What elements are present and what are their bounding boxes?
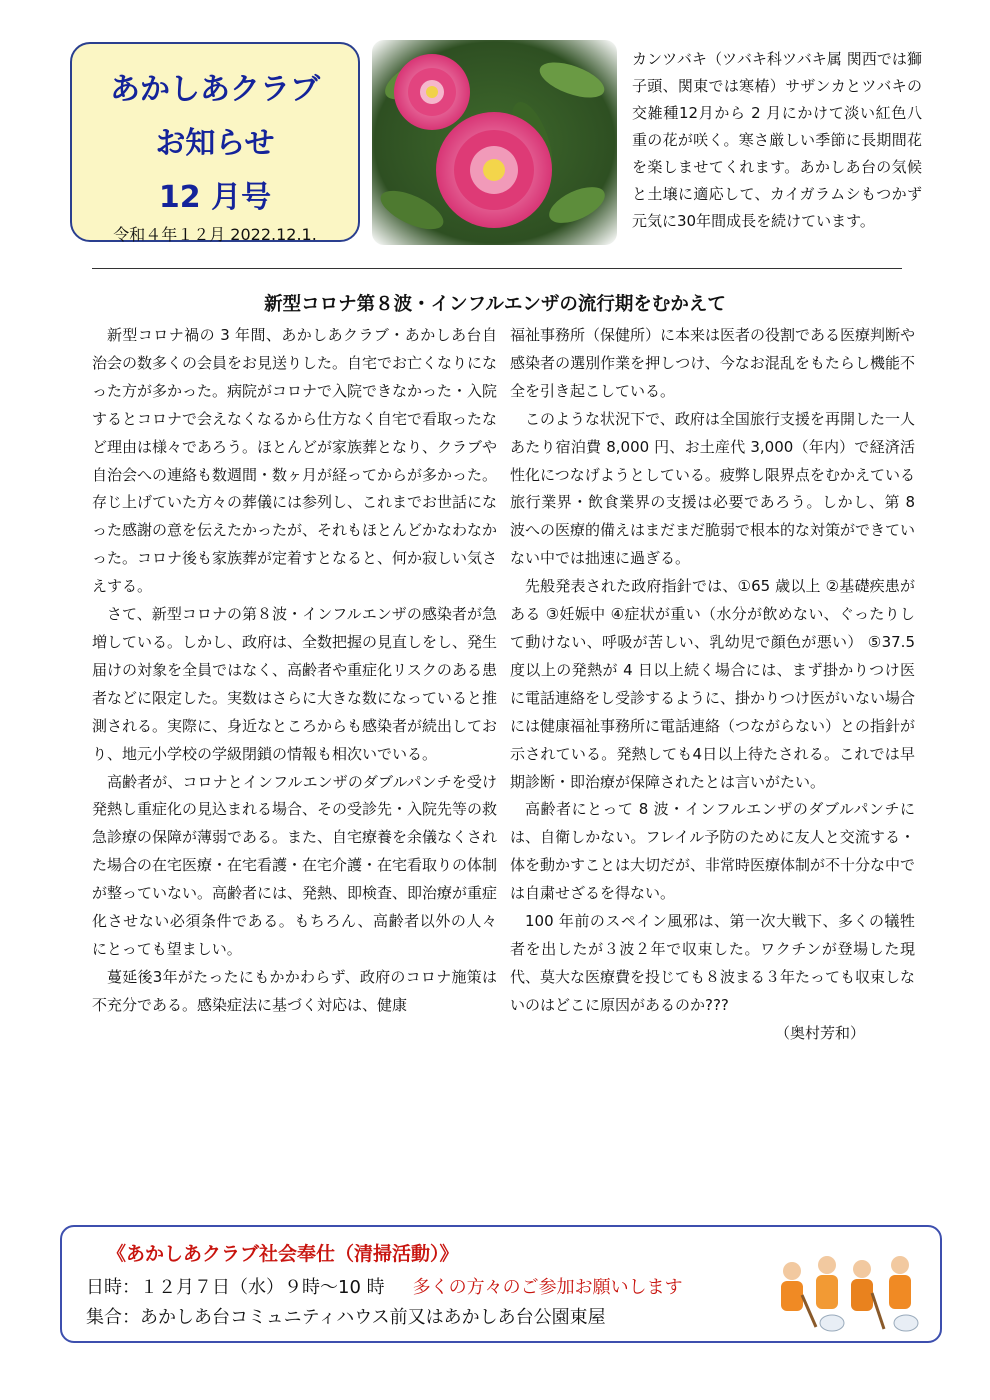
masthead (70, 42, 360, 242)
paragraph: このような状況下で、政府は全国旅行支援を再開した一人あたり宿泊費 8,000 円、お土産代 3,000（年内）で経済活性化につなげようとしている。疲弊し限界点をむかえている旅行業界・飲食業界の支援は必要であろう。しかし、第 8 波への医療的備えはまだまだ脆弱で根本的な対策ができていない中では拙速に過ぎる。 (510, 409, 916, 568)
event-notice-box (60, 1225, 942, 1343)
paragraph: 高齢者が、コロナとインフルエンザのダブルパンチを受け発熱し重症化の見込まれる場合、その受診先・入院先等の救急診療の保障が薄弱である。また、自宅療養を余儀なくされた場合の在宅医療・在宅看護・在宅介護・在宅看取りの体制が整っていない。高齢者には、発熱、即検査、即治療が重症化させない必須条件である。もちろん、高齢者以外の人々にとっても望ましい。 (92, 772, 498, 958)
camellia-description: カンツバキ（ツバキ科ツバキ属 関西では獅子頭、関東では寒椿）サザンカとツバキの交雑種12月から 2 月にかけて淡い紅色八重の花が咲く。寒さ厳しい季節に長期間花を楽しませてくれます。あかしあ台の気候と土壌に適応して、カイガラムシもつかず元気に30年間成長を続けています。 (632, 50, 922, 230)
header-divider (92, 268, 902, 269)
paragraph: 100 年前のスペイン風邪は、第一次大戦下、多くの犠牲者を出したが３波２年で収束した。ワクチンが登場した現代、莫大な医療費を投じても８波まる３年たっても収束しないのはどこに原因があるのか??? (510, 912, 916, 1014)
paragraph: 蔓延後3年がたったにもかかわらず、政府のコロナ施策は不充分である。感染症法に基づく対応は、健康 (92, 967, 497, 1014)
event-datetime: 日時：１２月７日（水）９時～10 時 (86, 1277, 385, 1298)
notice-label: お知らせ (155, 126, 275, 161)
author-name: （奥村芳和） (774, 1023, 865, 1042)
event-datetime-line (86, 1273, 683, 1299)
paragraph: 先般発表された政府指針では、①65 歳以上 ②基礎疾患がある ③妊娠中 ④症状が重い（水分が飲めない、ぐったりして動けない、呼吸が苦しい、乳幼児で顔色が悪い） ⑤37.5 度以上の発熱が 4 日以上続く場合には、まず掛かりつけ医に電話連絡をし受診するように、掛かりつけ医がいない場合には健康福祉事務所に電話連絡（つながらない）との指針が示されている。発熱しても4日以上待たされる。これでは早期診断・即治療が保障されたとは言いがたい。 (510, 577, 916, 791)
club-name: あかしあクラブ (110, 72, 320, 107)
event-place: 集合：あかしあ台コミュニティハウス前又はあかしあ台公園東屋 (86, 1307, 606, 1328)
volunteers-cleaning-illustration (772, 1245, 922, 1335)
article-column-right (510, 322, 915, 1048)
paragraph: さて、新型コロナの第８波・インフルエンザの感染者が急増している。しかし、政府は、全数把握の見直しをし、発生届けの対象を全員ではなく、高齢者や重症化リスクのある患者などに限定した。実数はさらに大きな数になっていると推測される。実際に、身近なところからも感染者が続出しており、地元小学校の学級閉鎖の情報も相次いでいる。 (92, 605, 498, 763)
event-title: 《あかしあクラブ社会奉仕（清掃活動）》 (107, 1243, 459, 1265)
paragraph: 福祉事務所（保健所）に本来は医者の役割である医療判断や感染者の選別作業を押しつけ、今なお混乱をもたらし機能不全を引き起こしている。 (510, 326, 916, 400)
event-call: 多くの方々のご参加お願いします (412, 1277, 683, 1298)
paragraph: 新型コロナ禍の 3 年間、あかしあクラブ・あかしあ台自治会の数多くの会員をお見送りした。自宅でお亡くなりになった方が多かった。病院がコロナで入院できなかった・入院するとコロナで会えなくなるから仕方なく自宅で看取ったなど理由は様々であろう。ほとんどが家族葬となり、クラブや自治会への連絡も数週間・数ヶ月が経ってからが多かった。存じ上げていた方々の葬儀には参列し、これまでお世話になった感謝の意を伝えたかったが、それもほとんどかなわなかった。コロナ後も家族葬が定着すとなると、何か寂しい気さえする。 (92, 326, 498, 596)
article-headline: 新型コロナ第８波・インフルエンザの流行期をむかえて (264, 294, 726, 315)
camellia-flower-photo (372, 40, 617, 245)
article-column-left (92, 322, 497, 1020)
paragraph: 高齢者にとって 8 波・インフルエンザのダブルパンチには、自衛しかない。フレイル予防のために友人と交流する・体を動かすことは大切だが、非常時医療体制が不十分な中では自粛せざるを得ない。 (510, 800, 916, 903)
issue-month: 12 月号 (158, 180, 272, 215)
issue-date: 令和４年１２月 2022.12.1. (113, 225, 317, 244)
